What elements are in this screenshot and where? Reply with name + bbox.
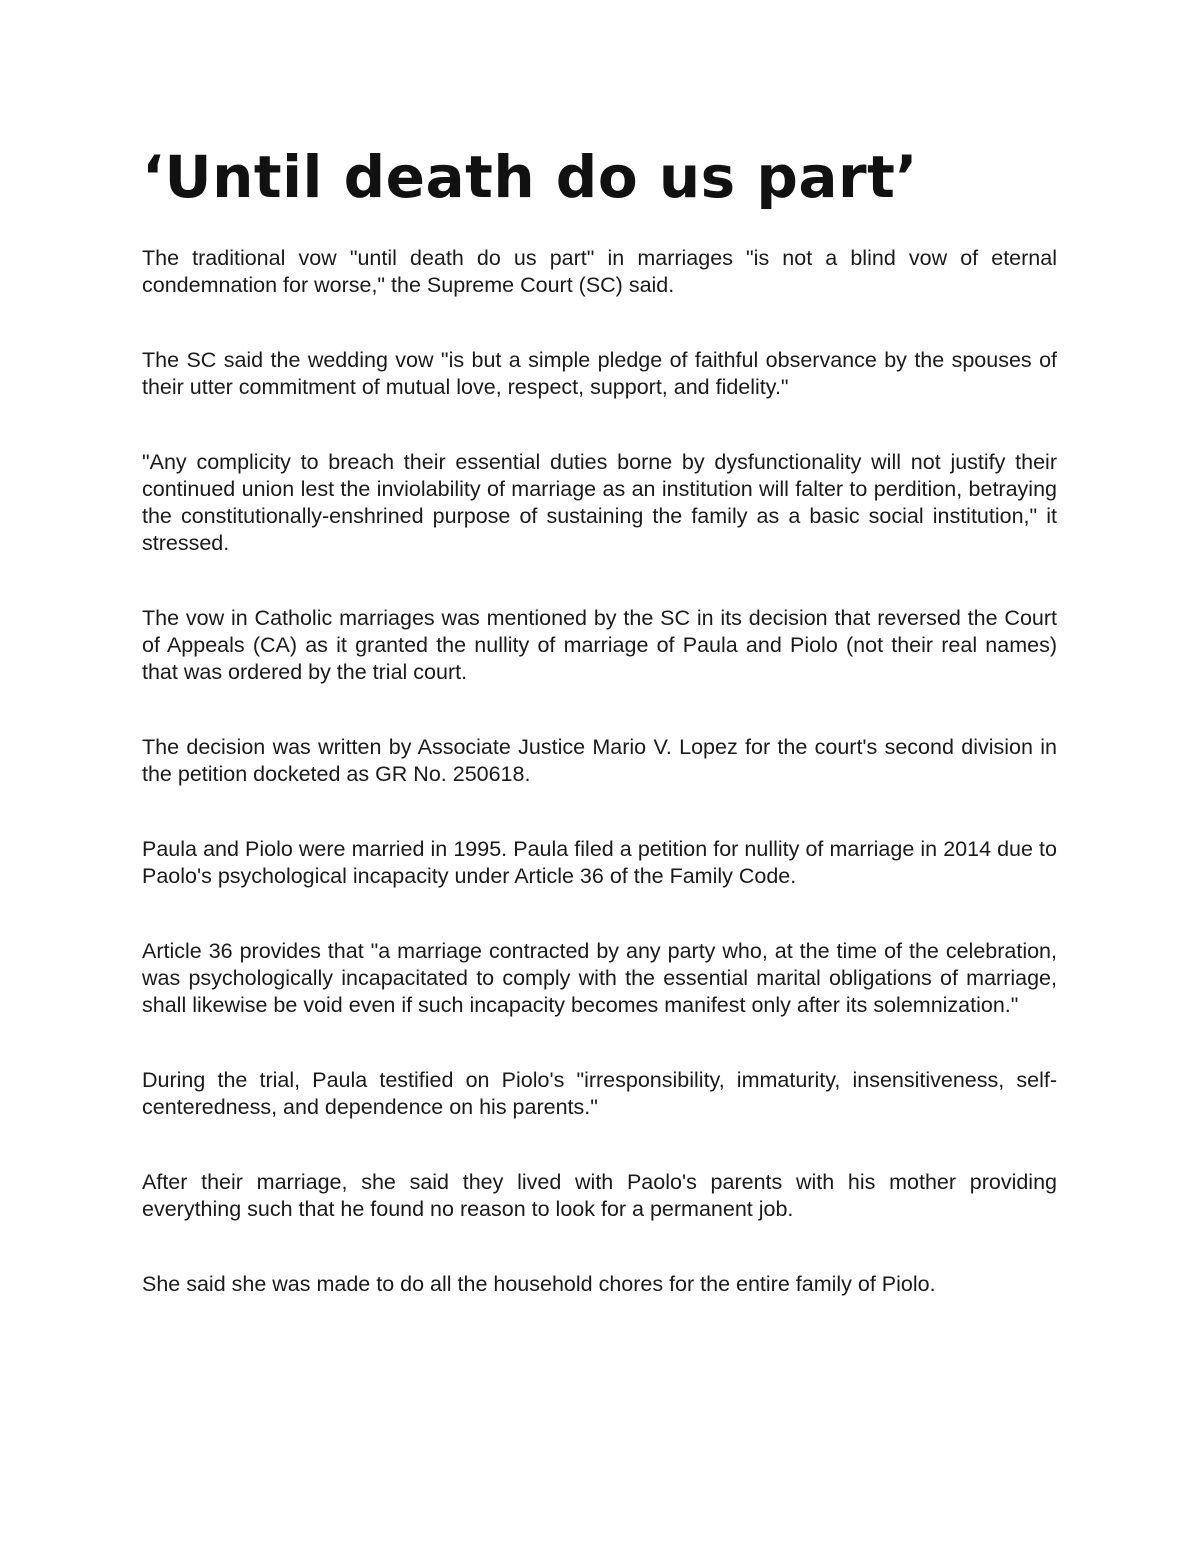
paragraph-2: The SC said the wedding vow "is but a simple pledge of faithful observance by the spouses of their utter commitment of mutual love, respect, support, and fidelity."	[142, 348, 1057, 399]
paragraph-9: After their marriage, she said they lived with Paolo's parents with his mother providing everything such that he found no reason to look for a permanent job.	[142, 1170, 1057, 1221]
document-page	[142, 142, 1057, 1346]
paragraph-8: During the trial, Paula testified on Piolo's "irresponsibility, immaturity, insensitiveness, self-centeredness, and dependence on his parents."	[142, 1068, 1057, 1119]
paragraph-5: The decision was written by Associate Justice Mario V. Lopez for the court's second division in the petition docketed as GR No. 250618.	[142, 735, 1057, 786]
paragraph-1: The traditional vow "until death do us part" in marriages "is not a blind vow of eternal condemnation for worse," the Supreme Court (SC) said.	[142, 246, 1057, 297]
paragraph-4: The vow in Catholic marriages was mentioned by the SC in its decision that reversed the Court of Appeals (CA) as it granted the nullity of marriage of Paula and Piolo (not their real names) that was ordered by the trial court.	[142, 606, 1057, 684]
paragraph-7: Article 36 provides that "a marriage contracted by any party who, at the time of the celebration, was psychologically incapacitated to comply with the essential marital obligations of marriage, shall likewise be void even if such incapacity becomes manifest only after its solemnization."	[142, 939, 1057, 1017]
paragraph-6: Paula and Piolo were married in 1995. Paula filed a petition for nullity of marriage in 2014 due to Paolo's psychological incapacity under Article 36 of the Family Code.	[142, 837, 1057, 888]
paragraph-10: She said she was made to do all the household chores for the entire family of Piolo.	[142, 1272, 936, 1296]
article-title: ‘Until death do us part’	[142, 143, 918, 211]
paragraph-3: "Any complicity to breach their essential duties borne by dysfunctionality will not justify their continued union lest the inviolability of marriage as an institution will falter to perdition, betraying the constitutionally-enshrined purpose of sustaining the family as a basic social institution," it stressed.	[142, 450, 1057, 555]
